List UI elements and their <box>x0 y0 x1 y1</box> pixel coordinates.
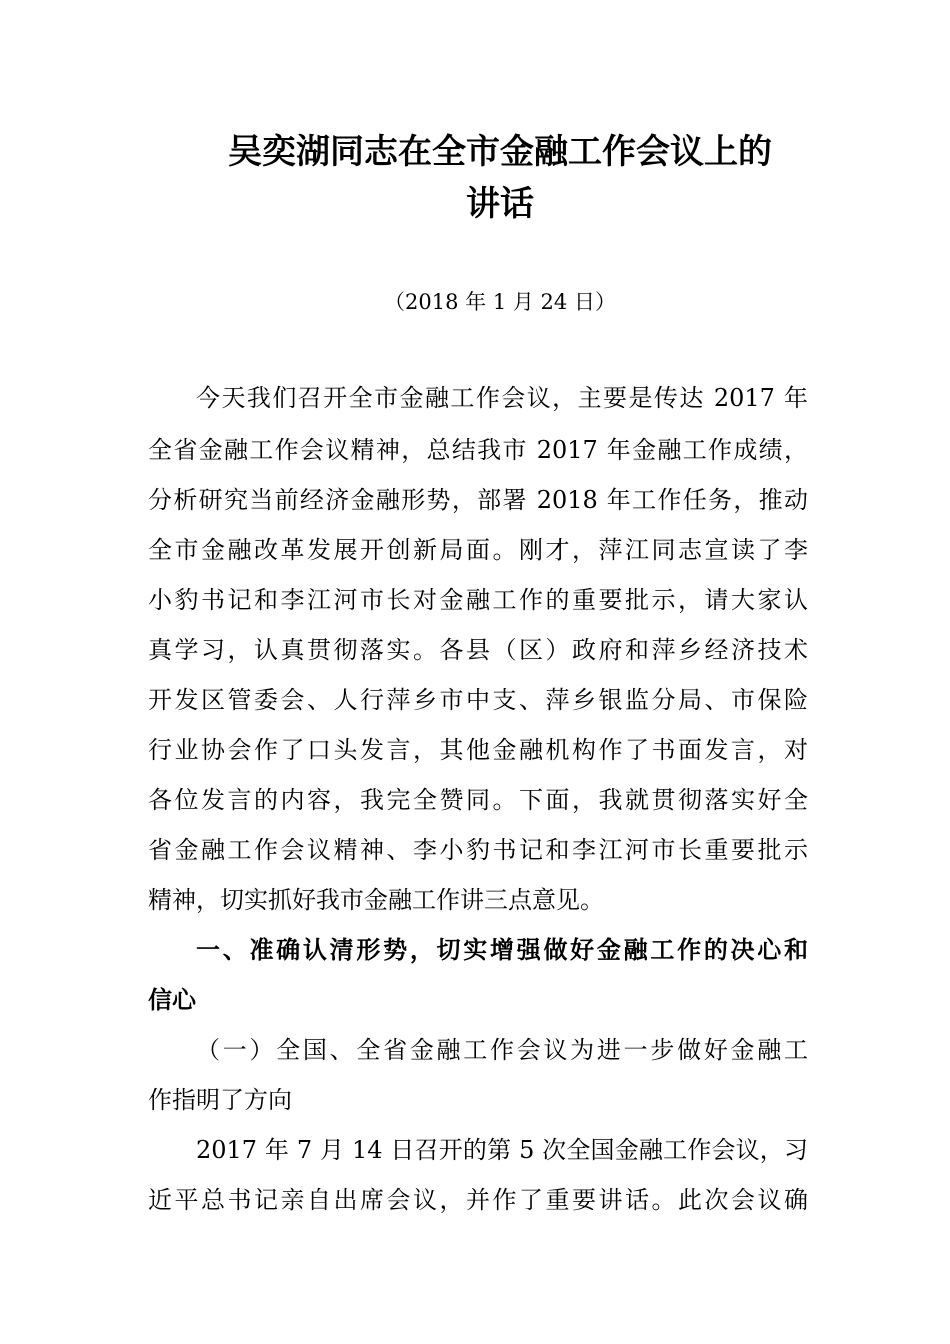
section-heading-line: 信心 <box>148 986 196 1014</box>
document-date: （2018 年 1 月 24 日） <box>384 290 616 314</box>
paragraph-line: 行业协会作了口头发言，其他金融机构作了书面发言，对 <box>148 736 808 764</box>
paragraph-line: 全省金融工作会议精神，总结我市 2017 年金融工作成绩， <box>148 436 808 464</box>
paragraph-line: 精神，切实抓好我市金融工作讲三点意见。 <box>148 886 604 914</box>
paragraph-line: 开发区管委会、人行萍乡市中支、萍乡银监分局、市保险 <box>148 686 808 714</box>
paragraph-line: 省金融工作会议精神、李小豹书记和李江河市长重要批示 <box>148 836 808 864</box>
paragraph-line: 近平总书记亲自出席会议，并作了重要讲话。此次会议确 <box>148 1186 808 1214</box>
section-heading-line: 一、准确认清形势，切实增强做好金融工作的决心和 <box>196 936 808 964</box>
paragraph-line: 真学习，认真贯彻落实。各县（区）政府和萍乡经济技术 <box>148 636 808 664</box>
paragraph-line: 小豹书记和李江河市长对金融工作的重要批示，请大家认 <box>148 586 808 614</box>
paragraph-line: 各位发言的内容，我完全赞同。下面，我就贯彻落实好全 <box>148 786 808 814</box>
subsection-heading-line: 作指明了方向 <box>148 1086 292 1114</box>
document-title-line-2: 讲话 <box>466 184 534 224</box>
paragraph-line: 2017 年 7 月 14 日召开的第 5 次全国金融工作会议，习 <box>196 1136 808 1164</box>
document-title-line-1: 吴奕湖同志在全市金融工作会议上的 <box>228 132 772 172</box>
paragraph-line: 全市金融改革发展开创新局面。刚才，萍江同志宣读了李 <box>148 536 808 564</box>
paragraph-line: 今天我们召开全市金融工作会议，主要是传达 2017 年 <box>196 384 808 412</box>
subsection-heading-line: （一）全国、全省金融工作会议为进一步做好金融工 <box>196 1036 808 1064</box>
paragraph-line: 分析研究当前经济金融形势，部署 2018 年工作任务，推动 <box>148 486 808 514</box>
